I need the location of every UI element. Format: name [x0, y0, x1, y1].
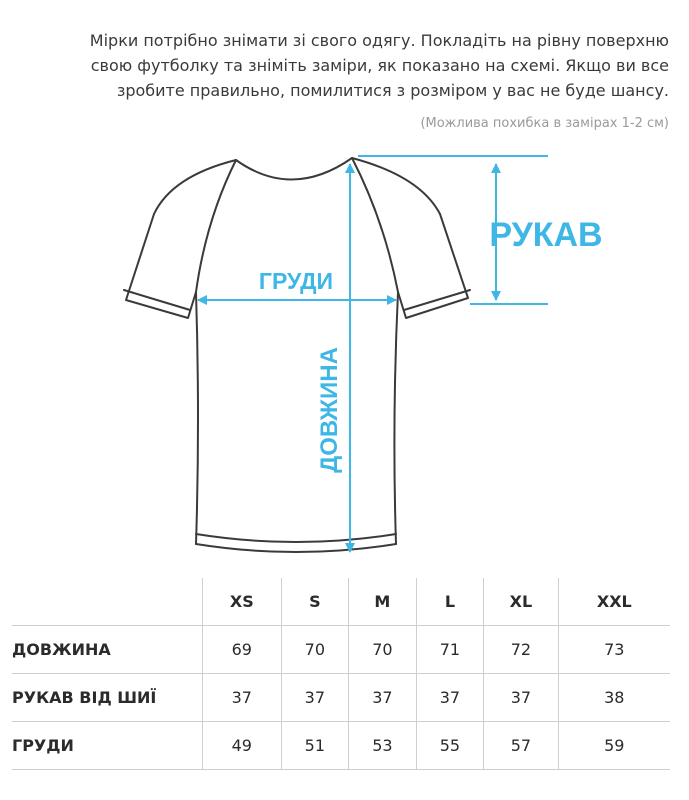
table-cell: 70: [281, 626, 349, 674]
intro-line: свою футболку та зніміть заміри, як показано на схемі. Якщо ви все: [90, 56, 669, 75]
table-cell: 57: [484, 722, 558, 770]
table-row: [12, 722, 670, 770]
table-cell: 37: [416, 674, 484, 722]
table-cell: 49: [203, 722, 282, 770]
table-cell: 59: [558, 722, 670, 770]
table-cell: 38: [558, 674, 670, 722]
size-header: XXL: [558, 578, 670, 626]
table-cell: 37: [203, 674, 282, 722]
table-cell: 37: [281, 674, 349, 722]
table-cell: 37: [349, 674, 417, 722]
tshirt-outline: [124, 158, 470, 552]
size-header: S: [281, 578, 349, 626]
table-cell: 69: [203, 626, 282, 674]
length-label: ДОВЖИНА: [316, 347, 343, 473]
table-cell: 51: [281, 722, 349, 770]
size-header: XS: [203, 578, 282, 626]
table-row: [12, 626, 670, 674]
size-header-row: [12, 578, 670, 626]
row-label: ГРУДИ: [12, 736, 74, 755]
row-label: ДОВЖИНА: [12, 640, 111, 659]
size-header: M: [349, 578, 417, 626]
header-corner: [12, 578, 203, 626]
table-cell: 72: [484, 626, 558, 674]
sleeve-label: РУКАВ: [489, 216, 603, 254]
table-cell: 73: [558, 626, 670, 674]
size-chart-table: [12, 578, 670, 770]
row-label: РУКАВ ВІД ШИЇ: [12, 688, 157, 707]
table-cell: 70: [349, 626, 417, 674]
table-cell: 53: [349, 722, 417, 770]
intro-line: Мірки потрібно знімати зі свого одягу. Покладіть на рівну поверхню: [89, 31, 669, 50]
size-header: XL: [484, 578, 558, 626]
measurement-error-note: (Можлива похибка в замірах 1-2 см): [420, 116, 669, 131]
size-header: L: [416, 578, 484, 626]
table-row: [12, 674, 670, 722]
table-cell: 37: [484, 674, 558, 722]
intro-line: зробите правильно, помилитися з розміром у вас не буде шансу.: [116, 81, 669, 100]
table-cell: 55: [416, 722, 484, 770]
chest-label: ГРУДИ: [258, 268, 334, 294]
table-cell: 71: [416, 626, 484, 674]
